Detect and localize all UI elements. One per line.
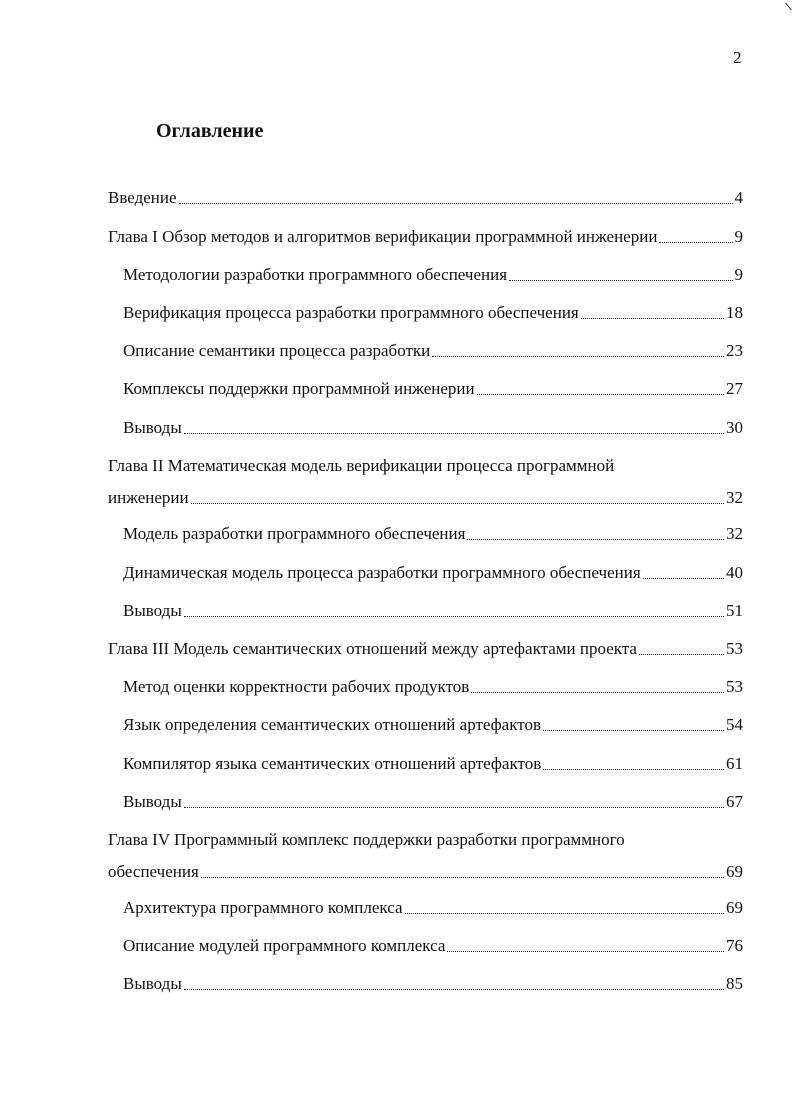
dot-leader xyxy=(184,616,724,617)
toc-entry-page: 9 xyxy=(734,265,743,284)
toc-entry-label: Описание семантики процесса разработки xyxy=(123,341,431,360)
toc-entry-section[interactable] xyxy=(123,601,743,621)
toc-entry-label: Выводы xyxy=(123,974,182,993)
dot-leader xyxy=(179,203,733,204)
dot-leader xyxy=(643,578,724,579)
toc-entry-label: Компилятор языка семантических отношений артефактов xyxy=(123,754,542,773)
toc-entry-label: Глава I Обзор методов и алгоритмов верификации программной инженерии xyxy=(108,227,658,246)
dot-leader xyxy=(581,318,724,319)
toc-entry-section[interactable] xyxy=(123,792,743,812)
toc-entry-section[interactable] xyxy=(123,341,743,361)
toc-entry-page: 53 xyxy=(726,639,743,658)
dot-leader xyxy=(405,913,724,914)
toc-entry-section[interactable] xyxy=(123,265,743,285)
page-title: Оглавление xyxy=(156,120,264,142)
dot-leader xyxy=(184,433,724,434)
dot-leader xyxy=(659,242,732,243)
dot-leader xyxy=(543,769,724,770)
toc-entry-label: Введение xyxy=(108,188,177,207)
toc-entry-label: Выводы xyxy=(123,601,182,620)
toc-entry-label: Глава II Математическая модель верификации процесса программной xyxy=(108,456,615,475)
toc-entry-page: 30 xyxy=(726,418,743,437)
dot-leader xyxy=(191,503,724,504)
toc-entry-page: 67 xyxy=(726,792,743,811)
dot-leader xyxy=(639,654,724,655)
toc-entry-page: 85 xyxy=(726,974,743,993)
dot-leader xyxy=(201,877,724,878)
toc-entry-section[interactable] xyxy=(123,677,743,697)
toc-entry-label: Выводы xyxy=(123,418,182,437)
dot-leader xyxy=(471,692,724,693)
toc-entry-page: 4 xyxy=(734,188,743,207)
toc-entry-label: Выводы xyxy=(123,792,182,811)
toc-entry-page: 27 xyxy=(726,379,743,398)
dot-leader xyxy=(184,807,724,808)
toc-entry-section[interactable] xyxy=(123,715,743,735)
toc-entry-page: 23 xyxy=(726,341,743,360)
toc-entry-section[interactable] xyxy=(123,418,743,438)
toc-entry-page: 9 xyxy=(734,227,743,246)
toc-entry-chapter-1[interactable] xyxy=(108,227,743,247)
toc-entry-section[interactable] xyxy=(123,379,743,399)
dot-leader xyxy=(432,356,724,357)
toc-entry-chapter-3[interactable] xyxy=(108,639,743,659)
toc-entry-page: 32 xyxy=(726,488,743,507)
dot-leader xyxy=(184,989,724,990)
toc-entry-chapter-4[interactable] xyxy=(108,830,743,882)
toc-entry-page: 69 xyxy=(726,898,743,917)
toc-entry-label: Методологии разработки программного обеспечения xyxy=(123,265,508,284)
toc-entry-page: 40 xyxy=(726,563,743,582)
dot-leader xyxy=(467,539,724,540)
toc-entry-label: Глава III Модель семантических отношений между артефактами проекта xyxy=(108,639,637,658)
toc-entry-section[interactable] xyxy=(123,524,743,544)
toc-entry-label: Модель разработки программного обеспечения xyxy=(123,524,466,543)
toc-entry-label: Глава IV Программный комплекс поддержки разработки программного xyxy=(108,830,625,849)
toc-entry-page: 32 xyxy=(726,524,743,543)
toc-entry-label: Архитектура программного комплекса xyxy=(123,898,403,917)
toc-entry-label-cont: обеспечения xyxy=(108,862,199,881)
dot-leader xyxy=(447,951,724,952)
toc-entry-page: 76 xyxy=(726,936,743,955)
dot-leader xyxy=(543,730,724,731)
toc-entry-line2 xyxy=(108,862,743,882)
page-number: 2 xyxy=(733,48,742,67)
toc-entry-label: Динамическая модель процесса разработки программного обеспечения xyxy=(123,563,641,582)
toc-entry-chapter-2[interactable] xyxy=(108,456,743,508)
toc-entry-page: 54 xyxy=(726,715,743,734)
toc-entry-label: Язык определения семантических отношений артефактов xyxy=(123,715,541,734)
toc-entry-section[interactable] xyxy=(123,974,743,994)
toc-entry-introduction[interactable] xyxy=(108,188,743,208)
toc-entry-line2 xyxy=(108,488,743,508)
toc-entry-page: 61 xyxy=(726,754,743,773)
toc-entry-page: 51 xyxy=(726,601,743,620)
toc-entry-label: Комплексы поддержки программной инженерии xyxy=(123,379,475,398)
toc-entry-section[interactable] xyxy=(123,303,743,323)
toc-entry-label-cont: инженерии xyxy=(108,488,189,507)
toc-entry-label: Метод оценки корректности рабочих продуктов xyxy=(123,677,470,696)
toc-entry-section[interactable] xyxy=(123,563,743,583)
dot-leader xyxy=(509,280,732,281)
toc-entry-page: 69 xyxy=(726,862,743,881)
toc-entry-section[interactable] xyxy=(123,936,743,956)
toc-entry-label: Описание модулей программного комплекса xyxy=(123,936,446,955)
toc-entry-page: 53 xyxy=(726,677,743,696)
toc-entry-page: 18 xyxy=(726,303,743,322)
toc-entry-section[interactable] xyxy=(123,898,743,918)
toc-entry-label: Верификация процесса разработки программного обеспечения xyxy=(123,303,579,322)
toc-entry-section[interactable] xyxy=(123,754,743,774)
dot-leader xyxy=(477,394,724,395)
